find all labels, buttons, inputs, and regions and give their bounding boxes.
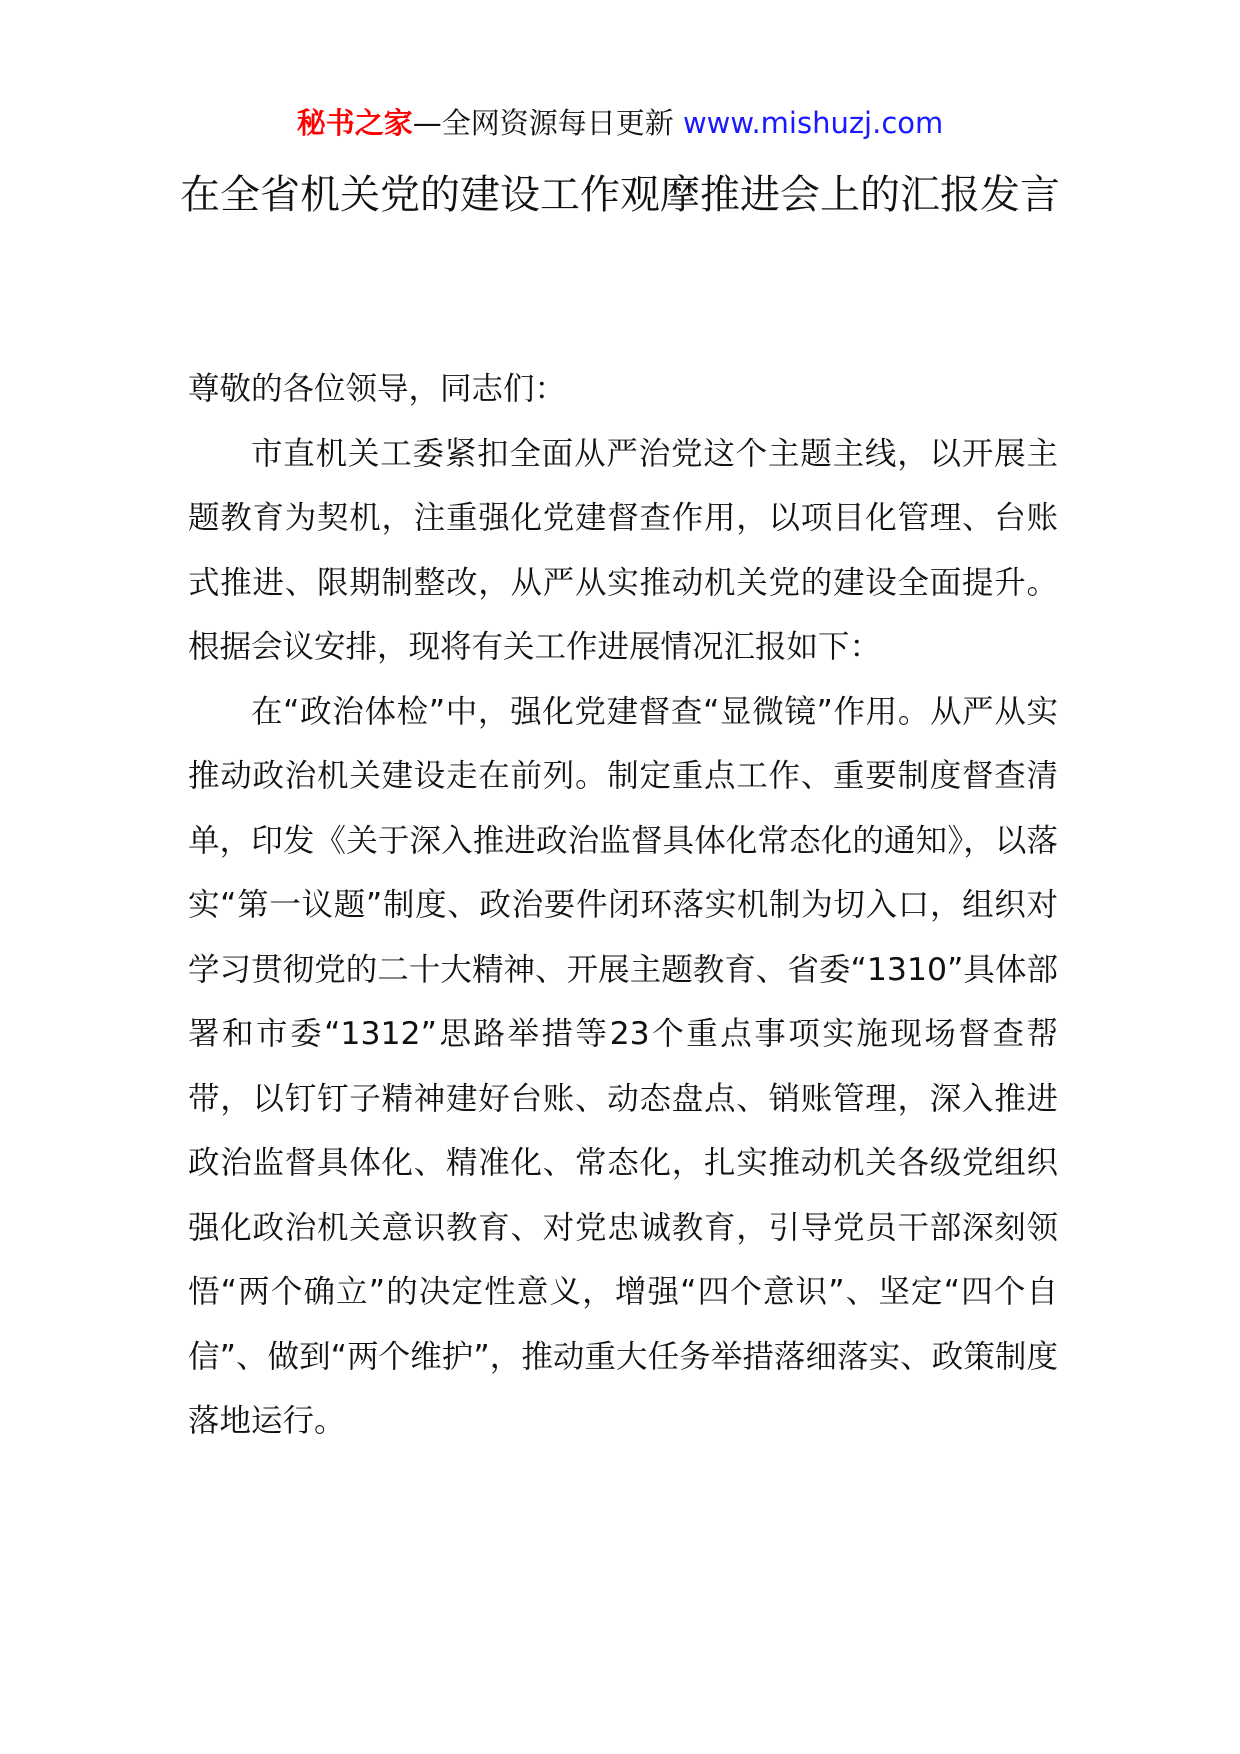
paragraph-intro: 市直机关工委紧扣全面从严治党这个主题主线，以开展主题教育为契机，注重强化党建督查作用，以项目化管理、台账式推进、限期制整改，从严从实推动机关党的建设全面提升。根据会议安排，现将有关工作进展情况汇报如下： — [188, 435, 1058, 665]
document-title: 在全省机关党的建设工作观摩推进会上的汇报发言 — [180, 172, 1060, 218]
site-slogan: —全网资源每日更新 — [412, 106, 683, 140]
paragraph-political-check: 在“政治体检”中，强化党建督查“显微镜”作用。从严从实推动政治机关建设走在前列。制定重点工作、重要制度督查清单，印发《关于深入推进政治监督具体化常态化的通知》，以落实“第一议题”制度、政治要件闭环落实机制为切入口，组织对学习贯彻党的二十大精神、开展主题教育、省委“1310”具体部署和市委“1312”思路举措等23个重点事项实施现场督查帮带，以钉钉子精神建好台账、动态盘点、销账管理，深入推进政治监督具体化、精准化、常态化，扎实推动机关各级党组织强化政治机关意识教育、对党忠诚教育，引导党员干部深刻领悟“两个确立”的决定性意义，增强“四个意识”、坚定“四个自信”、做到“两个维护”，推动重大任务举措落细落实、政策制度落地运行。 — [188, 693, 1058, 1439]
site-url: www.mishuzj.com — [682, 106, 944, 140]
site-header — [0, 103, 1240, 143]
salutation: 尊敬的各位领导，同志们： — [188, 371, 567, 407]
document-body — [188, 357, 1058, 1454]
brand-name: 秘书之家 — [296, 106, 413, 140]
